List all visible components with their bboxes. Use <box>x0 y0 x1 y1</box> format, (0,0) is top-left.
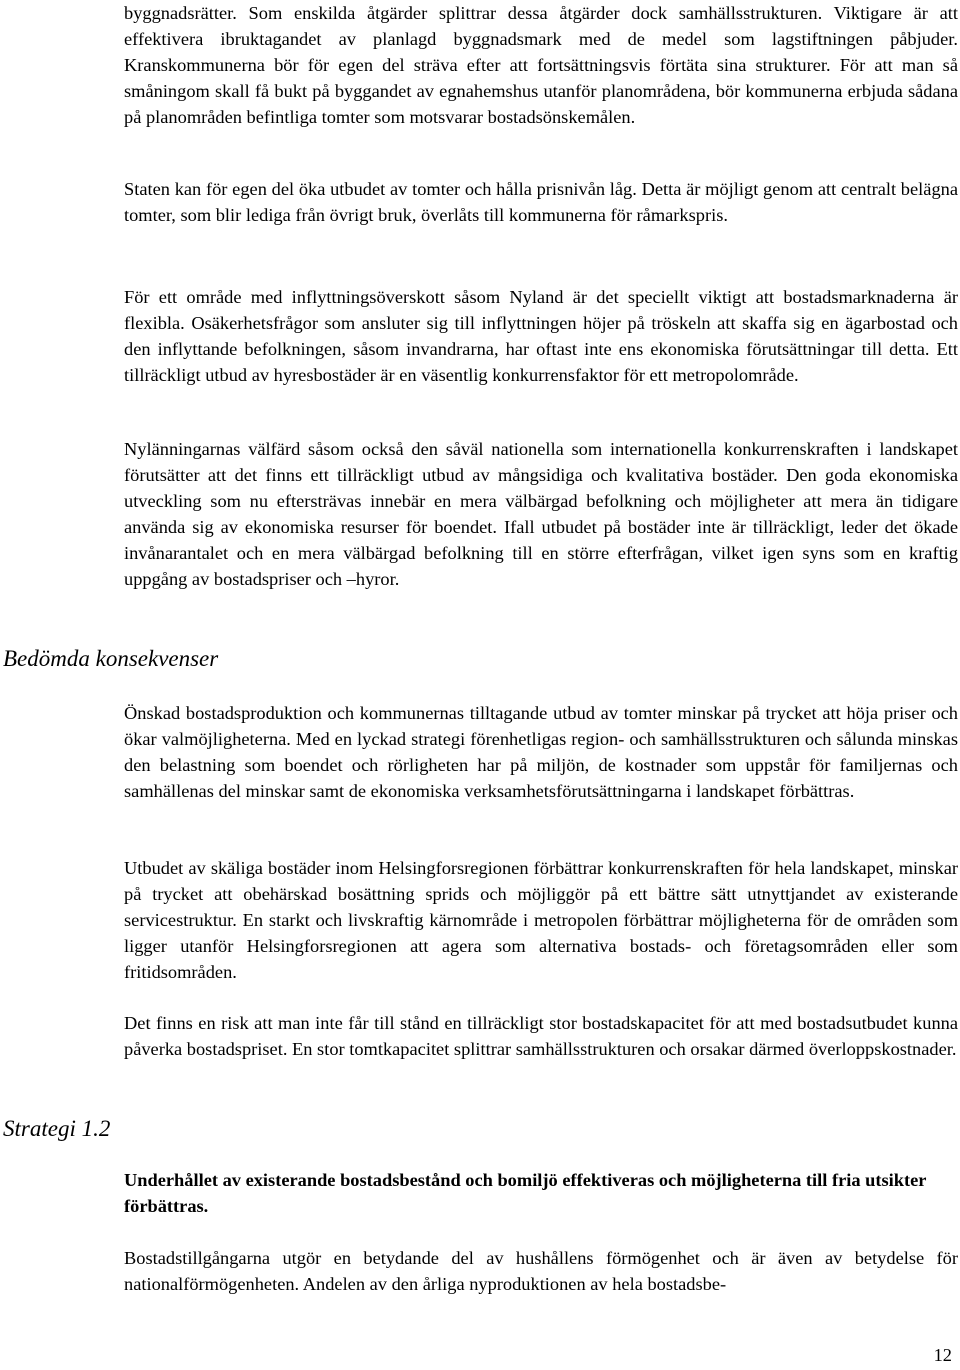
paragraph-welfare: Nylänningarnas välfärd såsom också den såväl nationella som internationella konkurrenskraften i landskapet förutsätter att det finns ett tillräckligt utbud av mångsidiga och kvalitativa bostäder. Den goda ekonomiska utveckling som nu eftersträvas innebär en mera välbärgad befolkning och möjligheter att mera än tidigare använda sig av ekonomiska resurser för boendet. Ifall utbudet på bostäder inte är tillräckligt, leder det ökade invånarantalet och en mera välbärgad befolkning till en större efterfrågan, vilket igen syns som en kraftig uppgång av bostadspriser och –hyror. <box>124 439 958 589</box>
paragraph-flexible-markets: För ett område med inflyttningsöverskott såsom Nyland är det speciellt viktigt att bostadsmarknaderna är flexibla. Osäkerhetsfrågor som ansluter sig till inflyttningen höjer på tröskeln att skaffa sig en ägarbostad och den inflyttande befolkningen, såsom invandrarna, har oftast inte ens ekonomiska förutsättningar till detta. Ett tillräckligt utbud av hyresbostäder är en väsentlig konkurrensfaktor för ett metropolområde. <box>124 287 958 385</box>
strategy-heading: Strategi 1.2 <box>3 1116 111 1141</box>
page-number: 12 <box>933 1345 952 1365</box>
paragraph-housing-assets: Bostadstillgångarna utgör en betydande del av hushållens förmögenhet och är även av betydelse för nationalförmögenheten. Andelen av den årliga nyproduktionen av hela bostadsbe- <box>124 1248 958 1294</box>
strategy-title: Underhållet av existerande bostadsbestånd och bomiljö effektiveras och möjligheterna till fria utsikter förbättras. <box>124 1170 927 1216</box>
paragraph-risk: Det finns en risk att man inte får till stånd en tillräckligt stor bostadskapacitet för att med bostadsutbudet kunna påverka bostadspriset. En stor tomtkapacitet splittrar samhällsstrukturen och orsakar därmed överloppskostnader. <box>124 1013 958 1059</box>
paragraph-state-plots: Staten kan för egen del öka utbudet av tomter och hålla prisnivån låg. Detta är möjligt genom att centralt belägna tomter, som blir lediga från övrigt bruk, överlåts till kommunerna för råmarkspris. <box>124 179 958 225</box>
paragraph-affordable-housing: Utbudet av skäliga bostäder inom Helsingforsregionen förbättrar konkurrenskraften för hela landskapet, minskar på trycket att obehärskad bosättning sprids och möjliggör på ett bättre sätt utnyttjandet av existerande servicestruktur. En starkt och livskraftig kärnområde i metropolen förbättrar möjligheterna för de områden som ligger utanför Helsingforsregionen att agera som alternativa bostads- och företagsområden eller som fritidsområden. <box>124 858 958 982</box>
consequences-heading: Bedömda konsekvenser <box>3 646 219 671</box>
paragraph-desired-production: Önskad bostadsproduktion och kommunernas tilltagande utbud av tomter minskar på trycket att höja priser och ökar valmöjligheterna. Med en lyckad strategi förenhetligas region- och samhällsstrukturen och sålunda minskas den belastning som boendet och rörligheten har på miljön, de kostnader som uppstår för familjernas och samhällenas del minskar samt de ekonomiska verksamhetsförutsättningarna i landskapet förbättras. <box>124 703 958 801</box>
paragraph-continuation: byggnadsrätter. Som enskilda åtgärder splittrar dessa åtgärder dock samhällsstrukturen. Viktigare är att effektivera ibruktagandet av planlagd byggnadsmark med de medel som lagstiftningen påbjuder. Kranskommunerna bör för egen del sträva efter att fortsättningsvis förtäta sina strukturer. För att man så småningom skall få bukt på byggandet av egnahemshus utanför planområdena, bör kommunerna erbjuda sådana på planområden befintliga tomter som motsvarar bostadsönskemålen. <box>124 3 958 127</box>
